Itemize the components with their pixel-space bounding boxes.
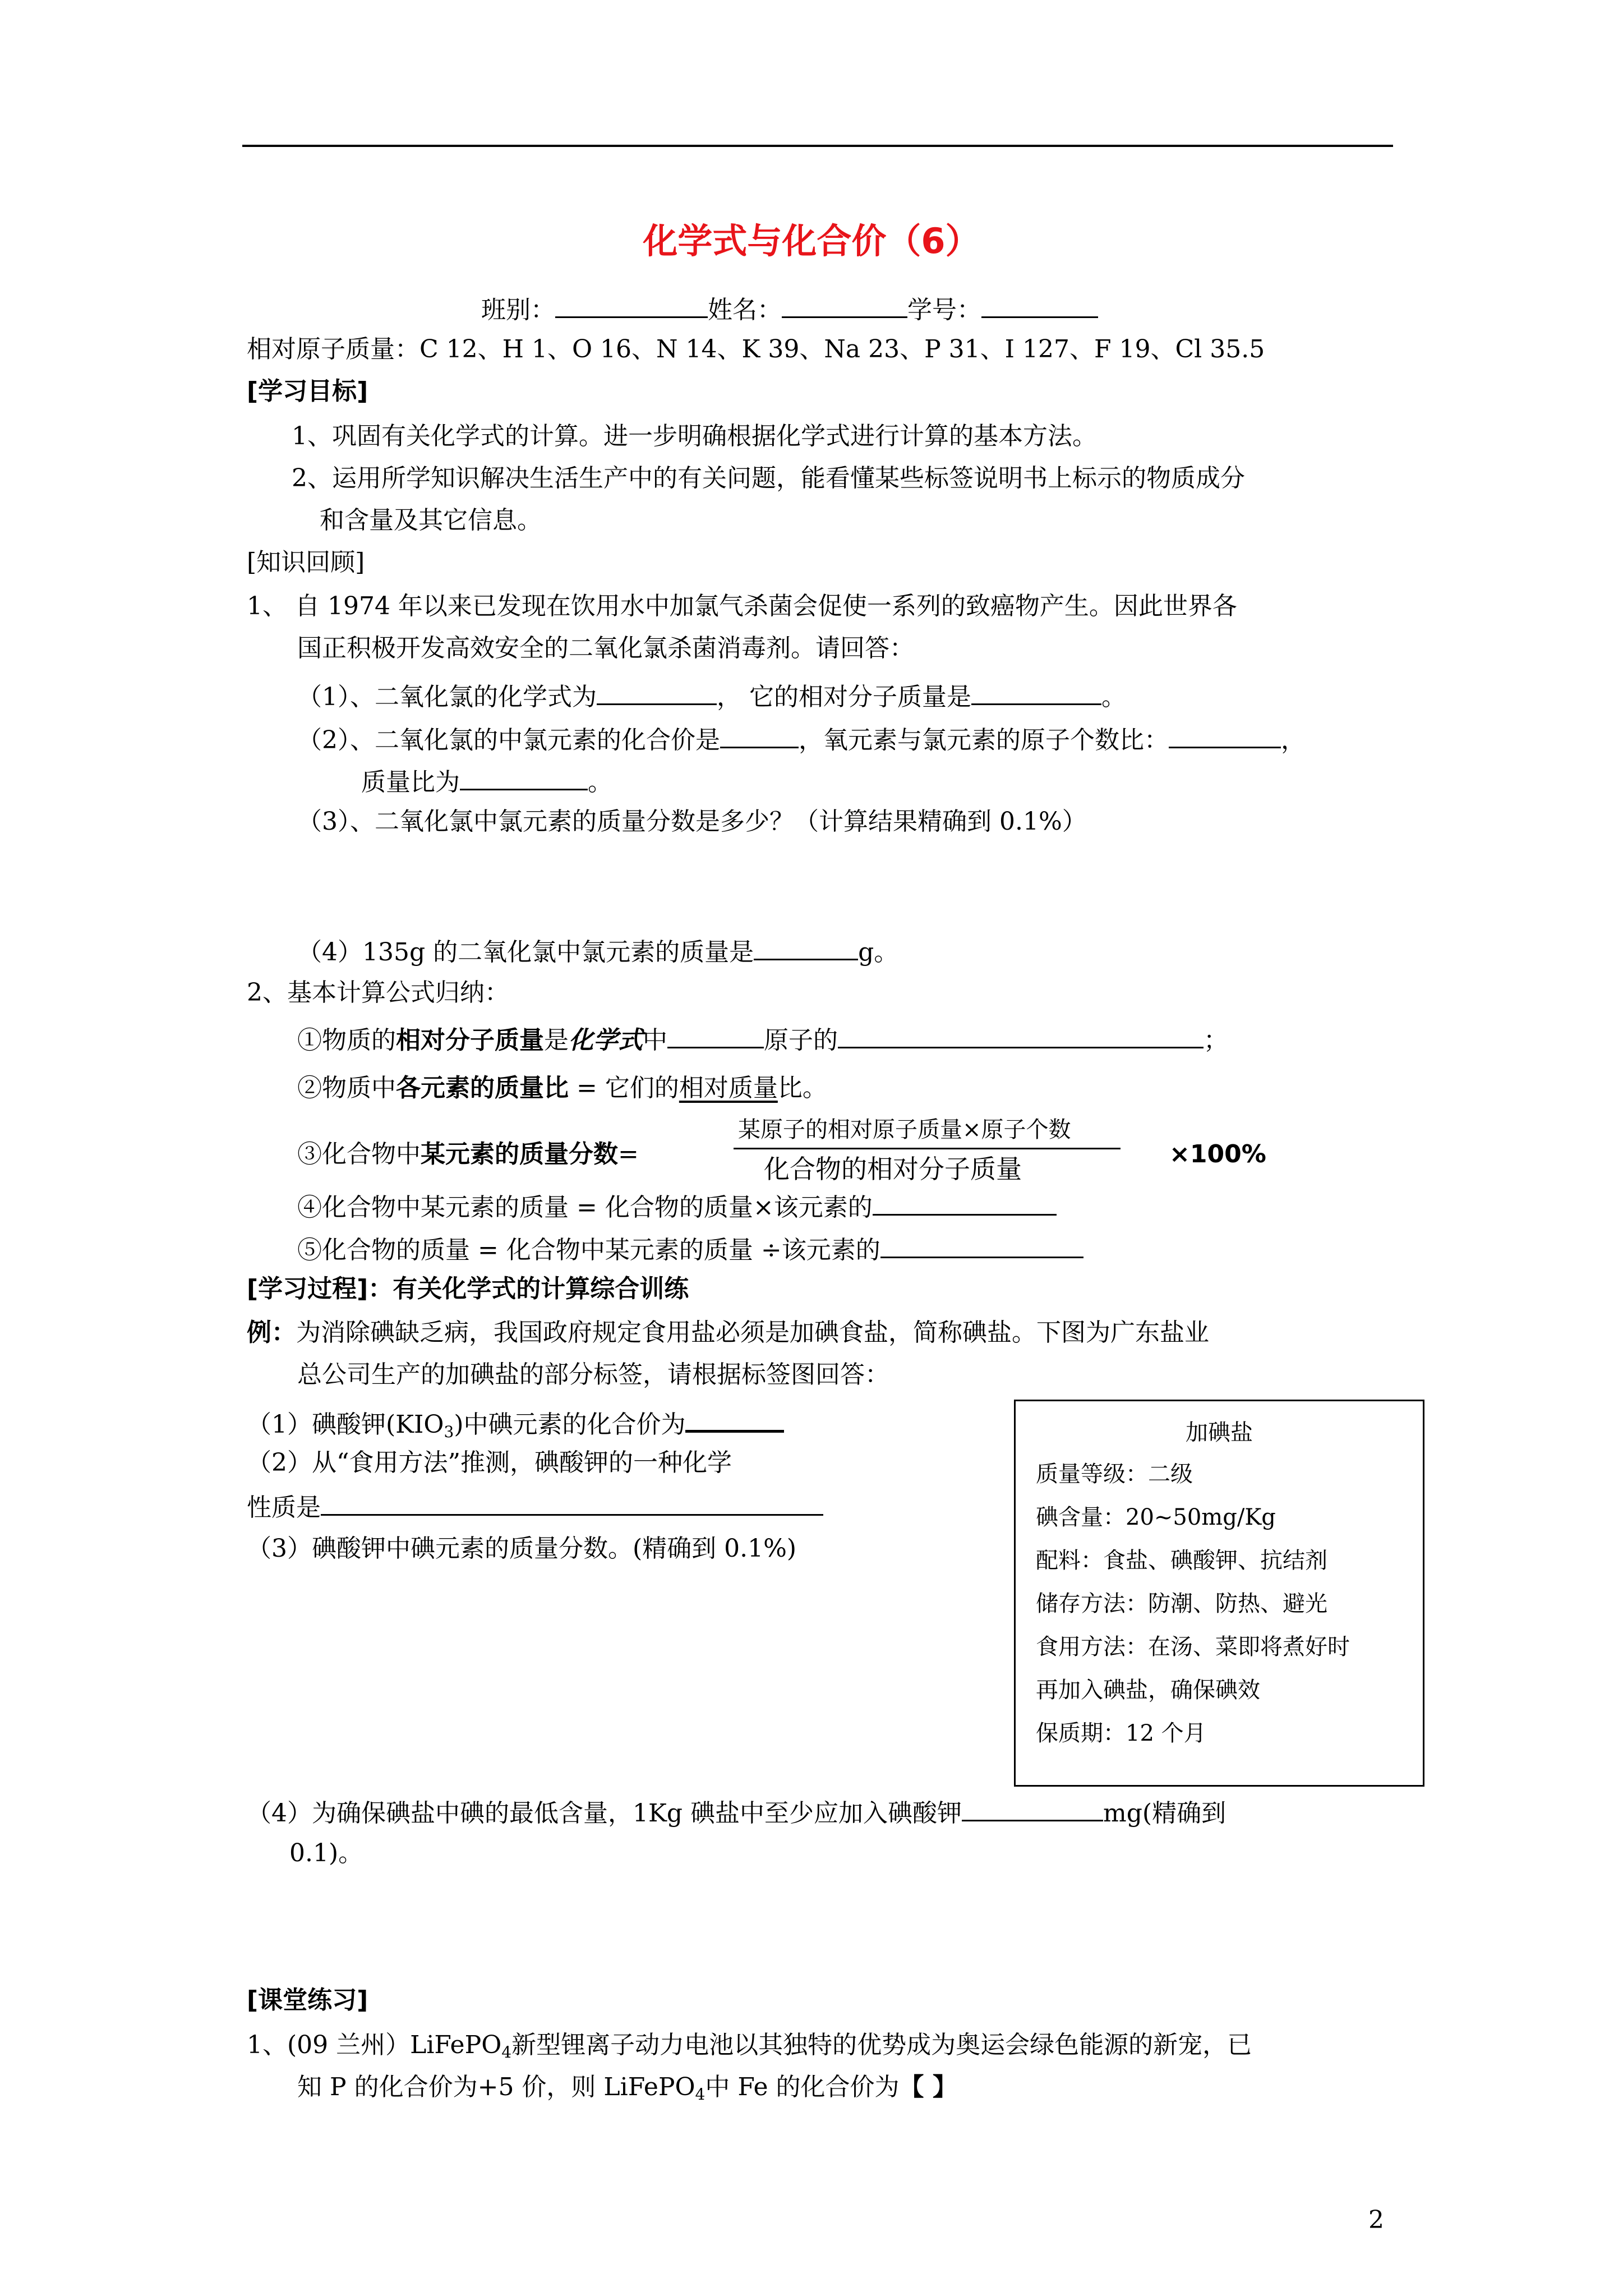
example-q1: （1）碘酸钾$(KIO_3)$中碘元素的化合价为 [247,1405,784,1441]
fraction-numerator: 某原子的相对原子质量×原子个数 [738,1117,1071,1143]
review-heading: [知识回顾] [247,548,365,577]
salt-label-line: 碘含量：20~50mg/Kg [1036,1504,1276,1530]
name-blank[interactable] [782,292,907,318]
goal-1: 1、巩固有关化学式的计算。进一步明确根据化学式进行计算的基本方法。 [292,422,1097,450]
page-title: 化学式与化合价（6） [643,220,980,261]
fraction-bar [734,1148,1121,1149]
review-q1-3: （3）、二氧化氯中氯元素的质量分数是多少？（计算结果精确到 0.1%） [297,807,1087,836]
name-label: 姓名： [708,296,782,324]
mass-ratio-blank[interactable] [460,764,588,790]
salt-label-line: 储存方法：防潮、防热、避光 [1036,1591,1327,1617]
review-q1-4: （4）135g 的二氧化氯中氯元素的质量是 g。 [297,934,898,968]
salt-label-line: 质量等级：二级 [1036,1461,1193,1487]
id-blank[interactable] [981,292,1098,318]
iodine-valence-blank[interactable] [685,1405,784,1433]
review-q1-2: （2）、二氧化氯的中氯元素的化合价是 ，氧元素与氯元素的原子个数比： ， [297,722,1306,756]
formula-4-blank[interactable] [873,1189,1057,1216]
page-number: 2 [1368,2206,1384,2234]
salt-label-line: 配料：食盐、碘酸钾、抗结剂 [1036,1548,1327,1573]
goals-heading: [学习目标] [247,377,368,406]
example-line1: 例：为消除碘缺乏病，我国政府规定食用盐必须是加碘食盐，简称碘盐。下图为广东盐业 [247,1318,1209,1347]
salt-label-line: 保质期：12 个月 [1036,1720,1206,1746]
formula-5-blank[interactable] [880,1232,1083,1258]
id-label: 学号： [907,296,981,324]
formula-3-percent: ×100% [1169,1140,1266,1168]
chlorine-mass-blank[interactable] [754,934,858,960]
formula-4: ④化合物中某元素的质量 = 化合物的质量×该元素的 [297,1189,1057,1223]
practice-heading: [课堂练习] [247,1986,368,2014]
formula-5: ⑤化合物的质量 = 化合物中某元素的质量 ÷该元素的 [297,1232,1083,1266]
practice-q1-line2: 知 P 的化合价为+5 价，则 LiFePO$_4$中 Fe 的化合价为【 】 [297,2073,957,2104]
practice-q1-line1: 1、(09 兰州）LiFePO$_4$新型锂离子动力电池以其独特的优势成为奥运会绿色能源的新宠，已 [247,2031,1252,2062]
goal-2-line2: 和含量及其它信息。 [320,506,542,535]
valence-blank[interactable] [720,722,799,748]
formula-1-blank-a[interactable] [667,1022,764,1048]
formula-blank[interactable] [597,679,717,705]
molecular-mass-blank[interactable] [971,679,1101,705]
atomic-mass-line: 相对原子质量：C 12、H 1、O 16、N 14、K 39、Na 23、P 31、I 127、F 19、Cl 35.5 [247,335,1265,364]
review-q1-1: （1）、二氧化氯的化学式为 ， 它的相对分子质量是 。 [297,679,1126,713]
salt-label-line: 食用方法：在汤、菜即将煮好时 [1036,1634,1350,1660]
chemical-property-blank[interactable] [321,1489,823,1516]
formula-1-blank-b[interactable] [838,1022,1204,1048]
review-q1-line1: 1、 自 1974 年以来已发现在饮用水中加氯气杀菌会促使一系列的致癌物产生。因此世界各 [247,592,1237,620]
atom-ratio-blank[interactable] [1169,722,1281,748]
formula-heading: 2、基本计算公式归纳： [247,978,509,1007]
header-rule [242,145,1393,147]
class-blank[interactable] [555,292,708,318]
iodized-salt-label [1014,1400,1424,1787]
process-heading: [学习过程]：有关化学式的计算综合训练 [247,1274,689,1303]
fraction-denominator: 化合物的相对分子质量 [764,1154,1022,1184]
review-q1-2-mass-ratio: 质量比为 。 [361,764,612,798]
potassium-iodate-blank[interactable] [962,1795,1103,1821]
formula-3-lead: ③化合物中某元素的质量分数= [297,1140,639,1168]
salt-label-title: 加碘盐 [1186,1420,1253,1446]
salt-label-line: 再加入碘盐，确保碘效 [1036,1677,1260,1703]
answer-bracket[interactable]: 【 】 [899,2073,957,2101]
formula-2: ②物质中各元素的质量比 = 它们的相对质量比。 [297,1074,827,1102]
student-info [481,292,1098,326]
example-line2: 总公司生产的加碘盐的部分标签，请根据标签图回答： [297,1360,889,1389]
example-q3: （3）碘酸钾中碘元素的质量分数。(精确到 0.1%) [247,1534,797,1563]
review-q1-line2: 国正积极开发高效安全的二氧化氯杀菌消毒剂。请回答： [297,634,914,662]
example-q4-cont: 0.1)。 [289,1839,363,1867]
example-q2-line2: 性质是 [247,1489,823,1524]
goal-2-line1: 2、运用所学知识解决生活生产中的有关问题，能看懂某些标签说明书上标示的物质成分 [292,464,1245,493]
formula-1: ①物质的相对分子质量是化学式中 原子的 ； [297,1022,1228,1056]
class-label: 班别： [481,296,555,324]
example-q4: （4）为确保碘盐中碘的最低含量，1Kg 碘盐中至少应加入碘酸钾 mg(精确到 [247,1795,1226,1829]
example-q2-line1: （2）从“食用方法”推测，碘酸钾的一种化学 [247,1448,732,1477]
